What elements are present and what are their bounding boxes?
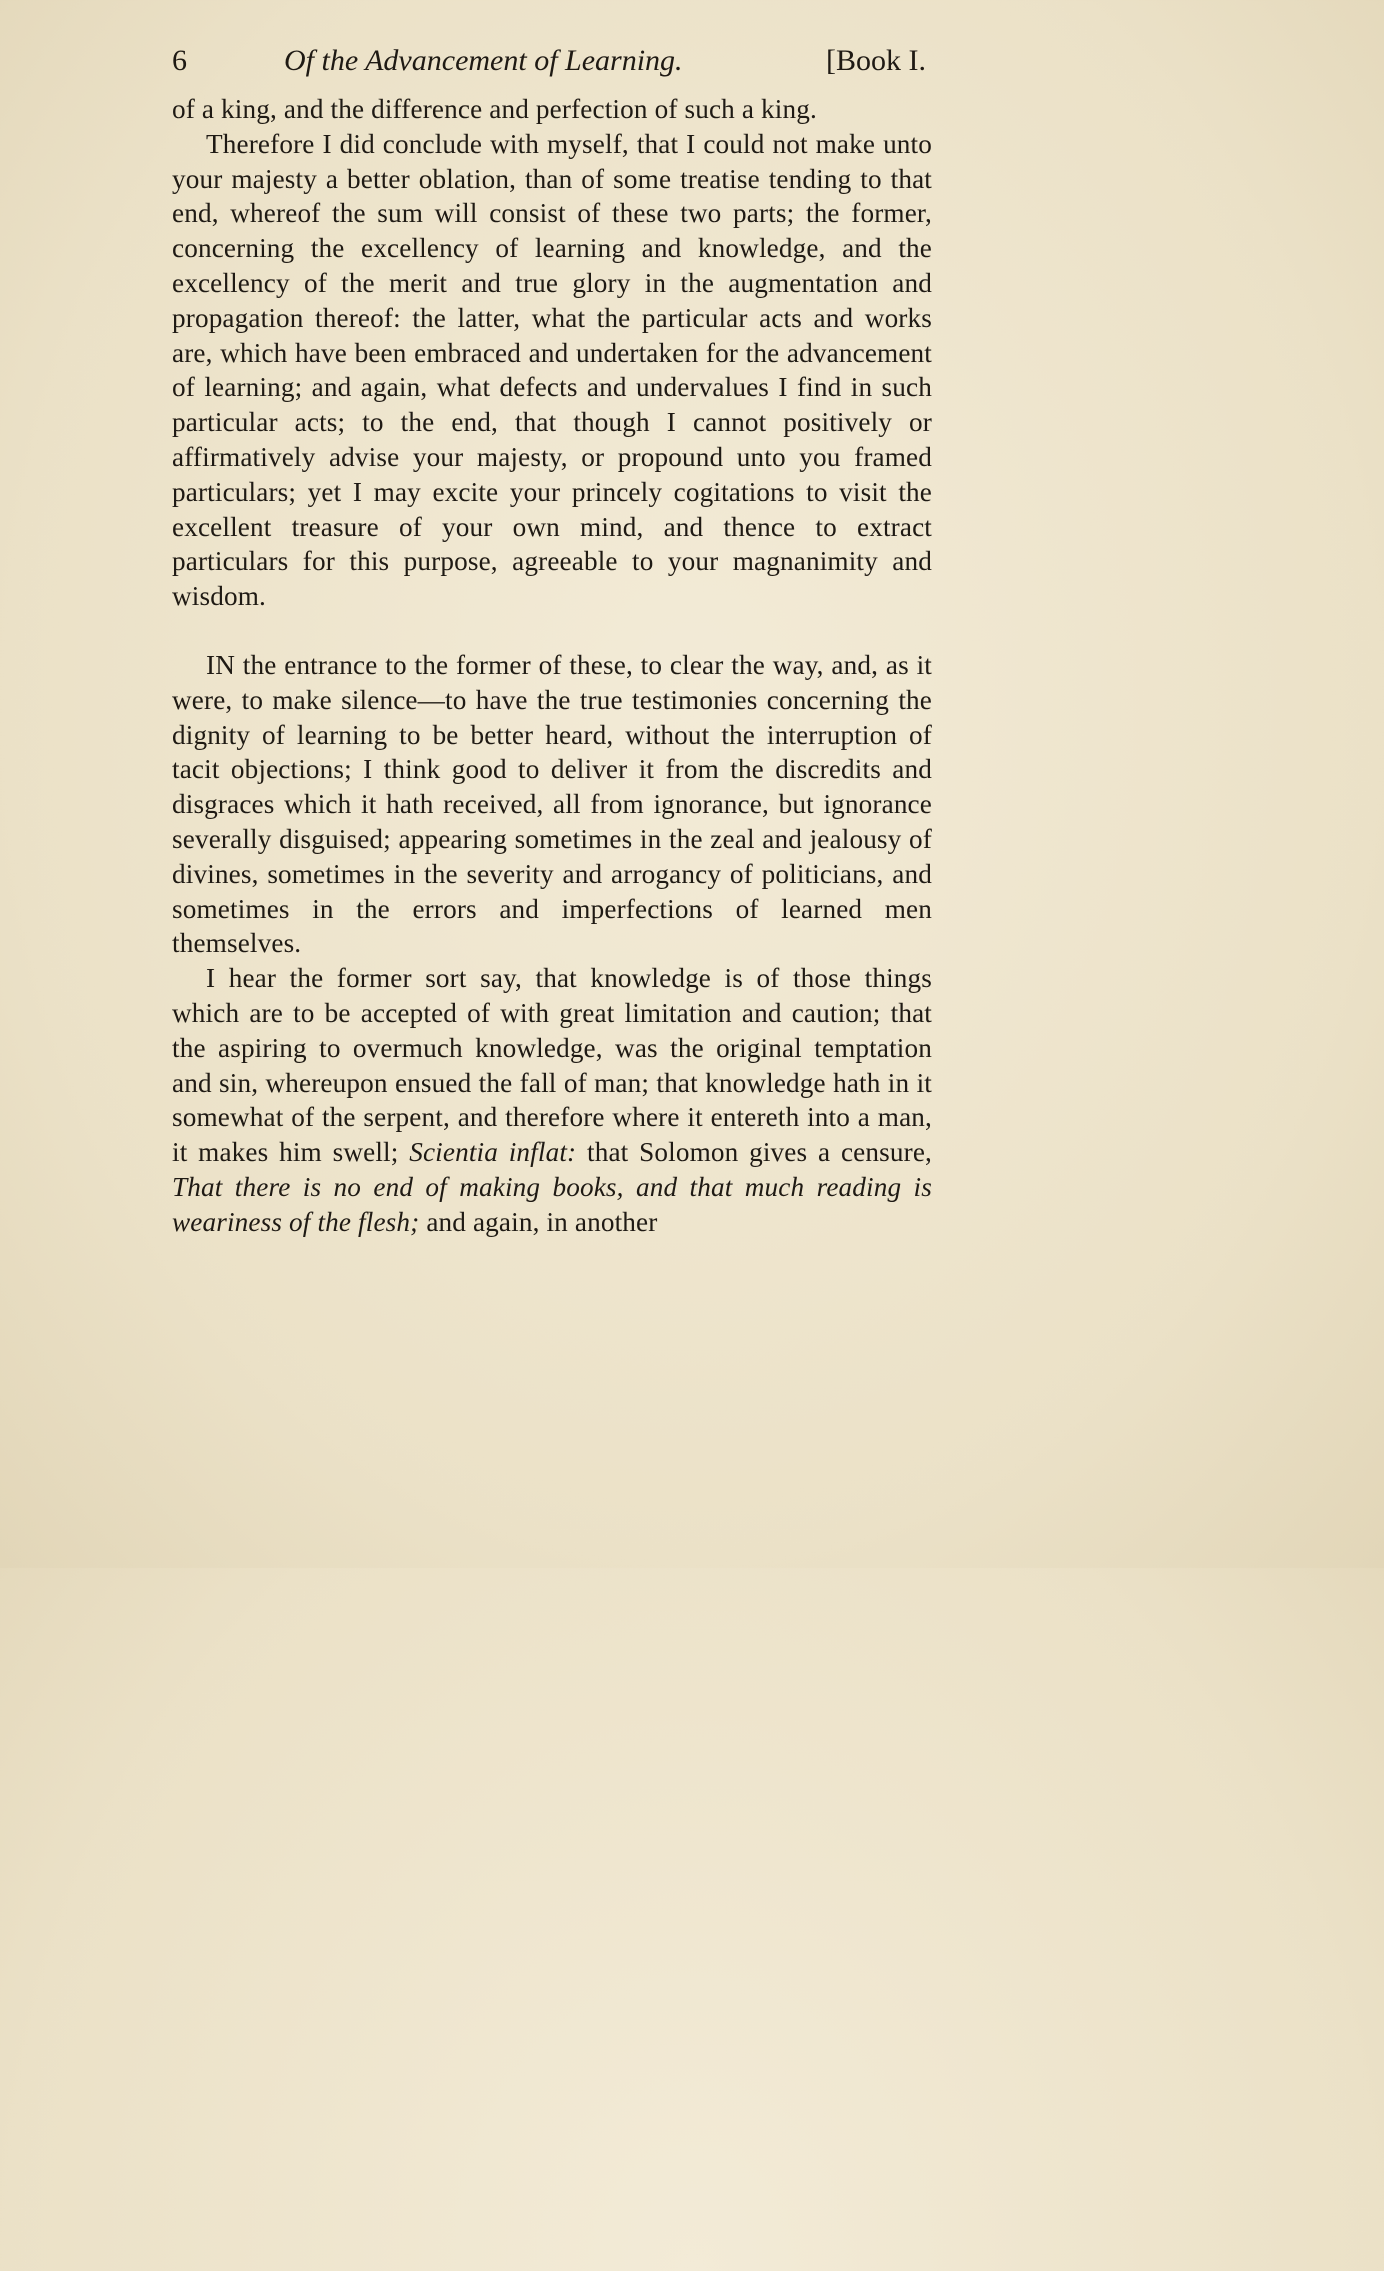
section-break: [172, 614, 932, 648]
scripture-quote: That there is no end of making books, and that much reading is weariness of the flesh;: [172, 1171, 932, 1237]
text-run: and again, in another: [426, 1206, 658, 1237]
text-run: that Solomon gives a censure,: [587, 1137, 932, 1168]
book-marker: [Book I.: [826, 44, 926, 77]
paragraph-former-sort: [172, 961, 932, 1239]
paragraph-continuation: of a king, and the difference and perfection of such a king.: [172, 94, 817, 124]
page-number: 6: [172, 44, 187, 77]
book-page: [172, 30, 932, 1240]
running-title: Of the Advancement of Learning.: [284, 44, 683, 77]
running-head: [172, 30, 932, 92]
latin-quote: Scientia inflat:: [409, 1137, 577, 1168]
text-run: I hear the former sort say, that knowledge is of those things which are to be accepted of with great limitation and caution; that the aspiring to overmuch knowledge, was the original temptation and sin, whereupon ensued the fall of man; that knowledge hath in it somewhat of the serpent, and therefore where it entereth into a man, it makes him swell;: [172, 963, 932, 1168]
paragraph-therefore: Therefore I did conclude with myself, that I could not make unto your majesty a better oblation, than of some treatise tending to that end, whereof the sum will consist of these two parts; the former, concerning the excellency of learning and knowledge, and the excellency of the merit and true glory in the augmentation and propagation thereof: the latter, what the particular acts and works are, which have been embraced and undertaken for the advancement of learning; and again, what defects and undervalues I find in such particular acts; to the end, that though I cannot positively or affirmatively advise your majesty, or propound unto you framed particulars; yet I may excite your princely cogitations to visit the excellent treasure of your own mind, and thence to extract particulars for this purpose, agreeable to your magnanimity and wisdom.: [172, 128, 932, 612]
paragraph-entrance: IN the entrance to the former of these, to clear the way, and, as it were, to make silence—to have the true testimonies concerning the dignity of learning to be better heard, without the interruption of tacit objections; I think good to deliver it from the discredits and disgraces which it hath received, all from ignorance, but ignorance severally disguised; appearing sometimes in the zeal and jealousy of divines, sometimes in the severity and arrogancy of politicians, and sometimes in the errors and imperfections of learned men themselves.: [172, 649, 932, 959]
